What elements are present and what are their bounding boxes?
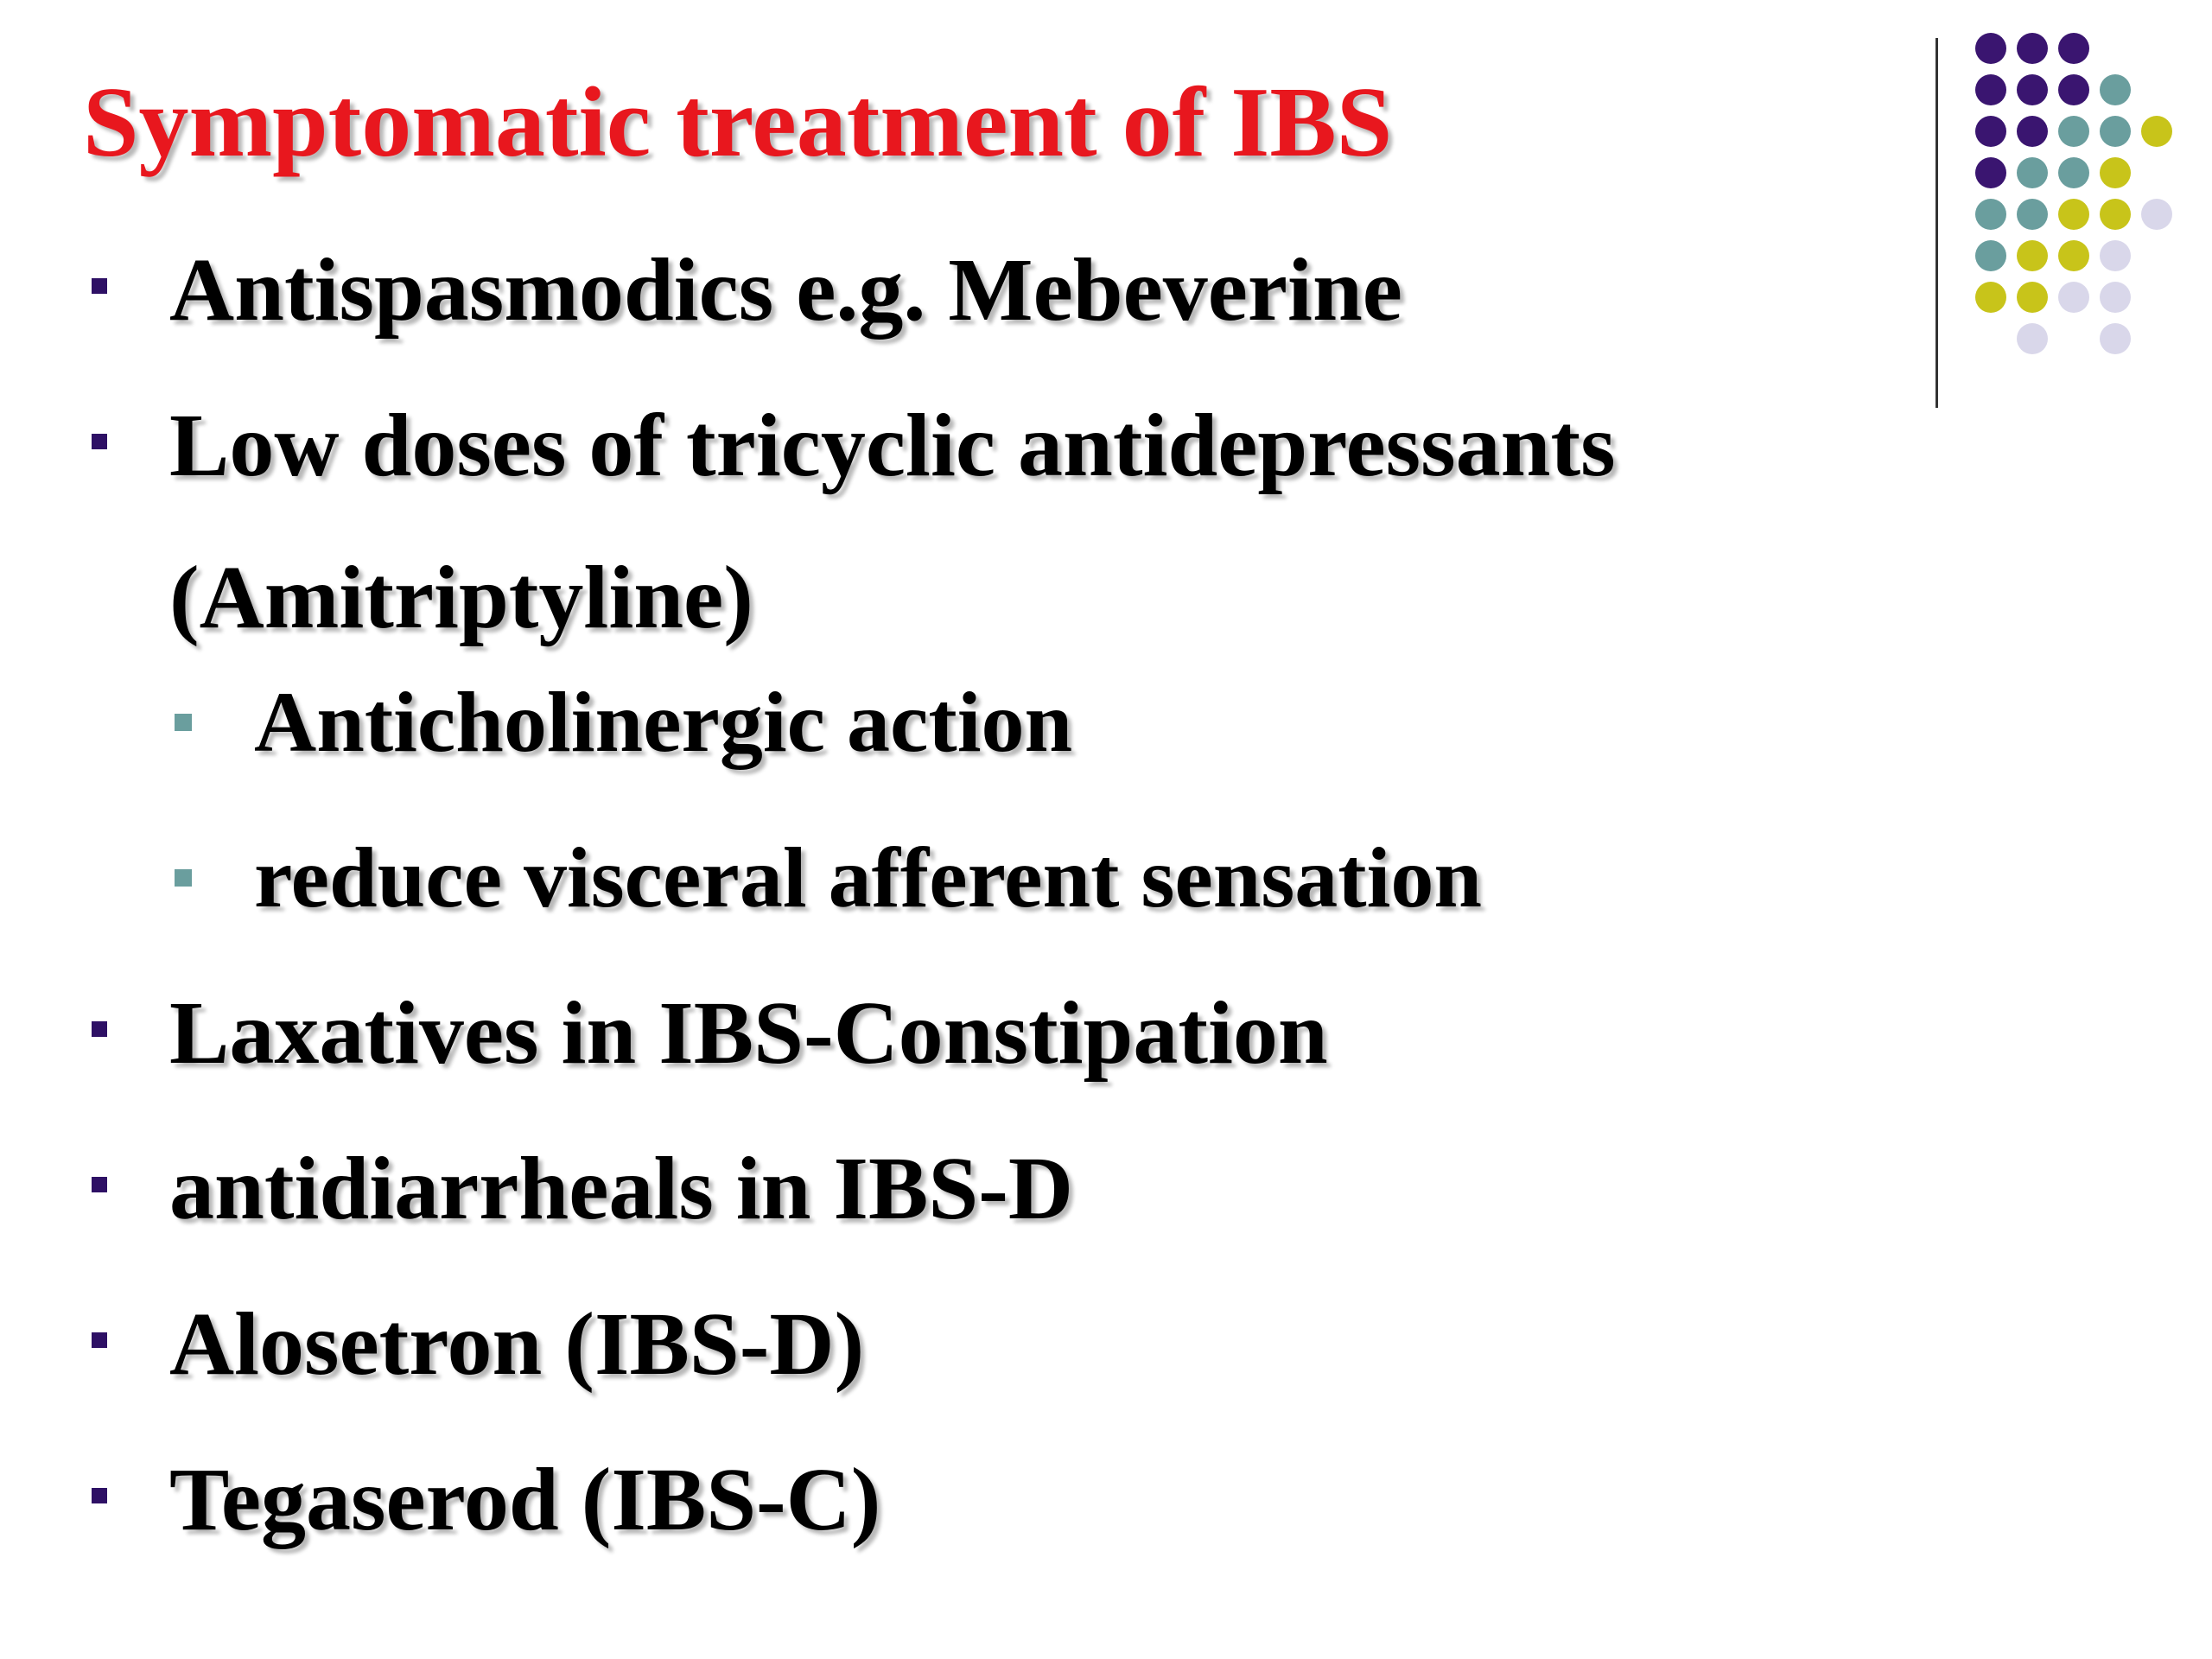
square-bullet-icon [92,1177,107,1192]
bullet-item [169,214,1402,366]
bullet-text: antidiarrheals in IBS-D [169,1139,1073,1238]
sub-bullet-item [254,646,1072,798]
square-bullet-icon [92,434,107,449]
decorative-dot [1975,199,2006,230]
bullet-item [169,957,1328,1109]
decorative-dot [2100,74,2131,105]
square-bullet-icon [92,278,107,294]
sub-bullet-item [254,802,1482,954]
decorative-dot [2017,157,2048,188]
bullet-text: Alosetron (IBS-D) [169,1294,865,1394]
decorative-dot [1975,157,2006,188]
decorative-dot [2017,116,2048,147]
decorative-dot [1975,74,2006,105]
decorative-dot [2100,116,2131,147]
square-sub-bullet-icon [175,869,192,887]
decorative-dot [2100,199,2131,230]
decorative-dot [2017,199,2048,230]
decorative-dot [1975,240,2006,271]
title-divider-line [1936,38,1938,408]
bullet-text: Low doses of tricyclic antidepressants [169,396,1616,495]
decorative-dot [2100,323,2131,354]
square-bullet-icon [92,1488,107,1503]
decorative-dot [2058,116,2089,147]
bullet-item [169,1113,1073,1265]
decorative-dot [2141,116,2172,147]
bullet-item [169,1424,880,1576]
decorative-dot [2058,157,2089,188]
decorative-dot [2058,199,2089,230]
bullet-text-continuation: (Amitriptyline) [169,548,753,647]
decorative-dot [2017,282,2048,313]
decorative-dot [2100,157,2131,188]
decorative-dot [2017,33,2048,64]
decorative-dot [1975,33,2006,64]
square-bullet-icon [92,1332,107,1348]
decorative-dot [1975,282,2006,313]
bullet-item [169,1268,864,1421]
decorative-dot [2017,240,2048,271]
decorative-dot [2058,282,2089,313]
sub-bullet-text: reduce visceral afferent sensation [254,830,1482,925]
sub-bullet-text: Anticholinergic action [254,674,1073,770]
slide-title: Symptomatic treatment of IBS [83,67,1393,178]
bullet-text: Tegaserod (IBS-C) [169,1450,881,1549]
decorative-dot-grid [1975,33,2188,361]
decorative-dot [2058,33,2089,64]
decorative-dot [2058,74,2089,105]
square-bullet-icon [92,1021,107,1037]
decorative-dot [2017,74,2048,105]
bullet-item [169,370,1616,674]
decorative-dot [2141,199,2172,230]
decorative-dot [2058,240,2089,271]
decorative-dot [2100,282,2131,313]
decorative-dot [1975,116,2006,147]
decorative-dot [2017,323,2048,354]
bullet-text: Antispasmodics e.g. Mebeverine [169,240,1402,340]
square-sub-bullet-icon [175,714,192,731]
bullet-text: Laxatives in IBS-Constipation [169,983,1328,1083]
decorative-dot [2100,240,2131,271]
